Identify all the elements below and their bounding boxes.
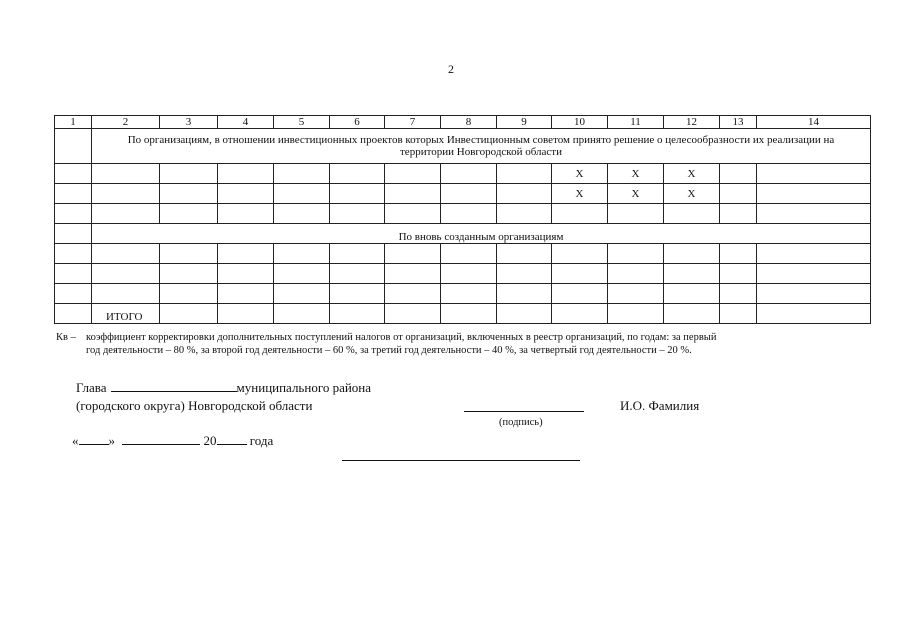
section-row [55, 224, 871, 244]
date-close-quote: » [108, 433, 115, 448]
date-year-blank [217, 444, 247, 445]
x-mark: X [552, 164, 608, 184]
footnote-line1: коэффициент корректировки дополнительных поступлений налогов от организаций, включенных в реестр организаций, по годам: за первый [86, 332, 717, 343]
column-header: 3 [160, 116, 218, 129]
table-row [55, 164, 871, 184]
official-name: И.О. Фамилия [620, 398, 700, 413]
date-year-prefix: 20 [203, 433, 217, 448]
page-number: 2 [448, 62, 454, 76]
x-mark: X [664, 164, 720, 184]
table-row [55, 264, 871, 284]
table-row [55, 204, 871, 224]
column-header: 14 [757, 116, 871, 129]
footnote-symbol: Кв – [56, 332, 76, 343]
x-mark: X [664, 184, 720, 204]
table-row [55, 184, 871, 204]
report-table [54, 115, 871, 324]
total-row [55, 304, 871, 324]
head-title [76, 380, 371, 396]
footnote [56, 331, 856, 357]
x-mark: X [608, 164, 664, 184]
x-mark: X [608, 184, 664, 204]
signature-line [464, 411, 584, 412]
column-header: 6 [330, 116, 385, 129]
head-title-line2: (городского округа) Новгородской области [76, 398, 313, 413]
table-row [55, 284, 871, 304]
section-title: По организациям, в отношении инвестиционных проектов которых Инвестиционным советом принято решение о целесообразности их реализации на территории Новгородской области [92, 129, 871, 164]
section-row [55, 129, 871, 164]
column-header: 12 [664, 116, 720, 129]
signature-caption: (подпись) [499, 417, 543, 428]
head-prefix: Глава [76, 380, 107, 395]
column-header: 8 [441, 116, 497, 129]
date-suffix: года [249, 433, 274, 448]
column-header: 9 [497, 116, 552, 129]
column-header: 2 [92, 116, 160, 129]
column-header: 7 [385, 116, 441, 129]
head-suffix: муниципального района [236, 380, 372, 395]
date-open-quote: « [72, 433, 79, 448]
date-month-blank [122, 444, 200, 445]
column-header: 1 [55, 116, 92, 129]
footnote-line2: год деятельности – 80 %, за второй год деятельности – 60 %, за третий год деятельности – 40 %, за четвертый год деятельности – 20 %. [86, 345, 692, 356]
column-header: 4 [218, 116, 274, 129]
date-line [72, 433, 273, 449]
total-label: ИТОГО [92, 304, 160, 324]
date-day-blank [79, 444, 109, 445]
column-header: 10 [552, 116, 608, 129]
bottom-rule [342, 460, 580, 461]
x-mark: X [552, 184, 608, 204]
header-row [55, 116, 871, 129]
column-header: 13 [720, 116, 757, 129]
section-title: По вновь созданным организациям [92, 224, 871, 244]
column-header: 11 [608, 116, 664, 129]
head-name-blank [111, 391, 237, 392]
column-header: 5 [274, 116, 330, 129]
table-row [55, 244, 871, 264]
